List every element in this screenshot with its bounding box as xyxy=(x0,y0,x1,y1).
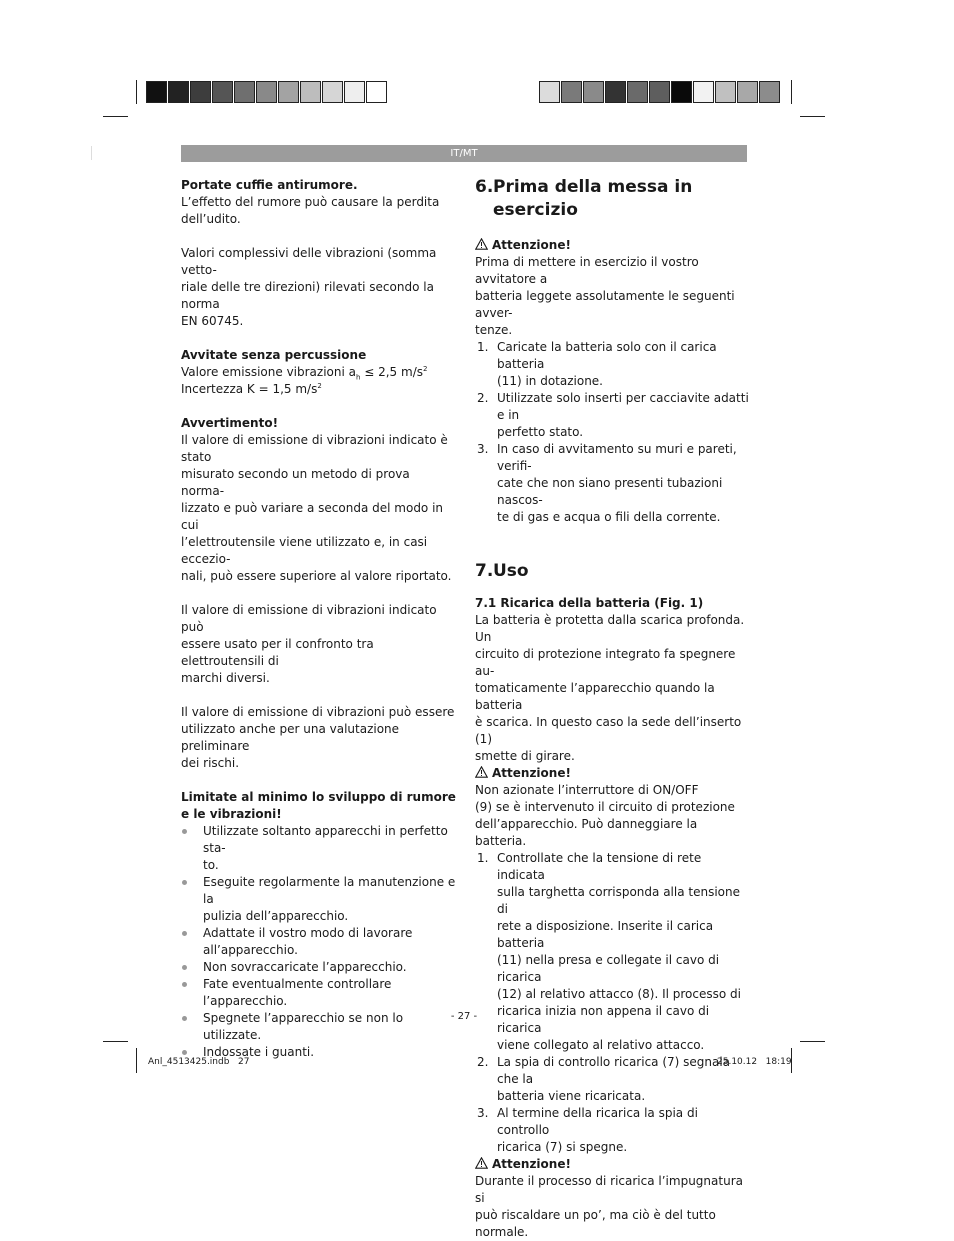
numbered-item xyxy=(475,339,750,390)
bullet-item xyxy=(181,976,456,1010)
color-swatch xyxy=(671,81,692,103)
item-text: Al termine della ricarica la spia di controllo xyxy=(497,1106,698,1137)
section-title: Limitate al minimo lo sviluppo di rumore xyxy=(181,790,456,804)
item-text: La spia di controllo ricarica (7) segnala che la xyxy=(497,1055,731,1086)
text-line: marchi diversi. xyxy=(181,671,270,685)
text-line: tomaticamente l’apparecchio quando la batteria xyxy=(475,681,715,712)
text-line: Durante il processo di ricarica l’impugnatura si xyxy=(475,1174,743,1205)
item-text: viene collegato al relativo attacco. xyxy=(497,1038,705,1052)
color-swatch xyxy=(300,81,321,103)
color-swatch xyxy=(759,81,780,103)
bullet-list xyxy=(181,823,456,1061)
text-line: Prima di mettere in esercizio il vostro avvitatore a xyxy=(475,255,699,286)
text-line: Il valore di emissione di vibrazioni indicato può xyxy=(181,603,437,634)
item-text: ricarica (7) si spegne. xyxy=(497,1140,628,1154)
color-swatch xyxy=(715,81,736,103)
bullet-text: all’apparecchio. xyxy=(203,943,298,957)
color-swatch xyxy=(649,81,670,103)
item-text: In caso di avvitamento su muri e pareti, verifi- xyxy=(497,442,737,473)
text-line: L’effetto del rumore può causare la perdita xyxy=(181,195,440,209)
numbered-list xyxy=(475,850,750,1156)
numbered-list xyxy=(475,339,750,526)
color-swatch xyxy=(190,81,211,103)
section-title: e le vibrazioni! xyxy=(181,807,282,821)
item-text: Controllate che la tensione di rete indicata xyxy=(497,851,702,882)
color-swatch xyxy=(322,81,343,103)
bullet-dot-icon xyxy=(182,965,187,970)
warning-icon xyxy=(475,1157,488,1169)
text-line: l’elettroutensile viene utilizzato e, in casi eccezio- xyxy=(181,535,428,566)
bullet-dot-icon xyxy=(182,982,187,987)
item-text: te di gas e acqua o fili della corrente. xyxy=(497,510,721,524)
bullet-dot-icon xyxy=(182,829,187,834)
text-line: Il valore di emissione di vibrazioni può essere xyxy=(181,705,455,719)
warning-label: Attenzione! xyxy=(475,237,750,254)
item-text: (12) al relativo attacco (8). Il processo di xyxy=(497,987,741,1001)
bullet-item xyxy=(181,874,456,925)
section-title: Avvitate senza percussione xyxy=(181,348,367,362)
bullet-text: Indossate i guanti. xyxy=(203,1045,315,1059)
text-line: Non azionate l’interruttore di ON/OFF xyxy=(475,783,699,797)
crop-mark xyxy=(103,1041,128,1042)
text-line: Il valore di emissione di vibrazioni indicato è stato xyxy=(181,433,448,464)
bullet-item xyxy=(181,925,456,959)
text-line: La batteria è protetta dalla scarica profonda. Un xyxy=(475,613,745,644)
bullet-dot-icon xyxy=(182,931,187,936)
item-text: (11) in dotazione. xyxy=(497,374,603,388)
left-column xyxy=(181,177,456,1061)
vibration-value: Valore emissione vibrazioni $a_h \le 2,5$ $m/s^2$ xyxy=(181,365,428,382)
text-line: batteria leggete assolutamente le seguenti avver- xyxy=(475,289,735,320)
color-swatch xyxy=(627,81,648,103)
page-number: - 27 - xyxy=(450,1011,478,1022)
bullet-text: Utilizzate soltanto apparecchi in perfetto sta- xyxy=(203,824,448,855)
text-line: è scarica. In questo caso la sede dell’inserto (1) xyxy=(475,715,742,746)
crop-mark xyxy=(103,116,128,117)
text-line: può riscaldare un po’, ma ciò è del tutto normale. xyxy=(475,1208,716,1239)
section-title: Avvertimento! xyxy=(181,416,279,430)
color-swatch xyxy=(366,81,387,103)
bullet-text: Fate eventualmente controllare l’apparecchio. xyxy=(203,977,392,1008)
item-text: Utilizzate solo inserti per cacciavite adatti e in xyxy=(497,391,749,422)
warning-label: Attenzione! xyxy=(475,1156,750,1173)
item-text: sulla targhetta corrisponda alla tensione di xyxy=(497,885,740,916)
color-swatch xyxy=(212,81,233,103)
item-text: cate che non siano presenti tubazioni nascos- xyxy=(497,476,723,507)
bullet-item xyxy=(181,823,456,874)
crop-mark xyxy=(91,146,92,160)
bullet-item xyxy=(181,959,456,976)
text-line: dell’apparecchio. Può danneggiare la batteria. xyxy=(475,817,698,848)
item-text: perfetto stato. xyxy=(497,425,584,439)
subsection-title: 7.1 Ricarica della batteria (Fig. 1) xyxy=(475,596,704,610)
text-line: utilizzato anche per una valutazione preliminare xyxy=(181,722,400,753)
text-line: dell’udito. xyxy=(181,212,241,226)
item-text: Caricate la batteria solo con il carica batteria xyxy=(497,340,717,371)
bullet-dot-icon xyxy=(182,880,187,885)
warning-label: Attenzione! xyxy=(475,765,750,782)
text-line: misurato secondo un metodo di prova norma- xyxy=(181,467,410,498)
color-swatch xyxy=(168,81,189,103)
text-line: EN 60745. xyxy=(181,314,244,328)
color-swatch xyxy=(234,81,255,103)
text-line: circuito di protezione integrato fa spegnere au- xyxy=(475,647,736,678)
color-swatch xyxy=(344,81,365,103)
color-swatch xyxy=(539,81,560,103)
crop-mark xyxy=(800,1041,825,1042)
crop-mark xyxy=(791,80,792,104)
item-text: batteria viene ricaricata. xyxy=(497,1089,646,1103)
bullet-text: Adattate il vostro modo di lavorare xyxy=(203,926,413,940)
color-swatch xyxy=(693,81,714,103)
text-line: (9) se è intervenuto il circuito di protezione xyxy=(475,800,735,814)
text-line: smette di girare. xyxy=(475,749,575,763)
print-date: 25.10.12 18:19 xyxy=(717,1057,792,1067)
color-swatch xyxy=(146,81,167,103)
numbered-item xyxy=(475,390,750,441)
item-text: (11) nella presa e collegate il cavo di ricarica xyxy=(497,953,720,984)
item-number: 1. xyxy=(477,851,489,865)
bullet-dot-icon xyxy=(182,1050,187,1055)
item-number: 2. xyxy=(477,1055,489,1069)
bullet-text: Spegnete l’apparecchio se non lo utilizzate. xyxy=(203,1011,404,1042)
crop-mark xyxy=(800,116,825,117)
bullet-text: Eseguite regolarmente la manutenzione e la xyxy=(203,875,456,906)
file-info: Anl_4513425.indb 27 xyxy=(148,1057,250,1067)
text-line: essere usato per il confronto tra elettroutensili di xyxy=(181,637,374,668)
crop-mark xyxy=(136,80,137,104)
bullet-text: Non sovraccaricate l’apparecchio. xyxy=(203,960,407,974)
text-line: dei rischi. xyxy=(181,756,240,770)
numbered-item xyxy=(475,850,750,1054)
color-swatch xyxy=(583,81,604,103)
item-text: rete a disposizione. Inserite il carica batteria xyxy=(497,919,714,950)
text-line: lizzato e può variare a seconda del modo in cui xyxy=(181,501,444,532)
color-swatch xyxy=(561,81,582,103)
text-line: riale delle tre direzioni) rilevati secondo la norma xyxy=(181,280,434,311)
item-number: 1. xyxy=(477,340,489,354)
numbered-item xyxy=(475,441,750,526)
color-swatch xyxy=(256,81,277,103)
bullet-text: to. xyxy=(203,858,219,872)
text-line: nali, può essere superiore al valore riportato. xyxy=(181,569,452,583)
right-column xyxy=(475,176,750,1241)
warning-icon xyxy=(475,766,488,778)
heading-section-6: 6.Prima della messa in esercizio xyxy=(475,177,693,220)
warning-icon xyxy=(475,238,488,250)
item-text: ricarica inizia non appena il cavo di ricarica xyxy=(497,1004,710,1035)
text-line: tenze. xyxy=(475,323,513,337)
section-title: Portate cuffie antirumore. xyxy=(181,178,358,192)
language-bar: IT/MT xyxy=(181,145,747,162)
numbered-item xyxy=(475,1105,750,1156)
heading-section-7: 7.Uso xyxy=(475,561,529,581)
item-number: 3. xyxy=(477,442,489,456)
uncertainty-value: Incertezza K = 1,5 $m/s^2$ xyxy=(181,382,322,396)
color-swatch xyxy=(605,81,626,103)
color-swatch xyxy=(737,81,758,103)
bullet-text: pulizia dell’apparecchio. xyxy=(203,909,349,923)
text-line: Valori complessivi delle vibrazioni (somma vetto- xyxy=(181,246,437,277)
color-swatch xyxy=(278,81,299,103)
item-number: 2. xyxy=(477,391,489,405)
crop-mark xyxy=(136,1048,137,1073)
numbered-item xyxy=(475,1054,750,1105)
item-number: 3. xyxy=(477,1106,489,1120)
